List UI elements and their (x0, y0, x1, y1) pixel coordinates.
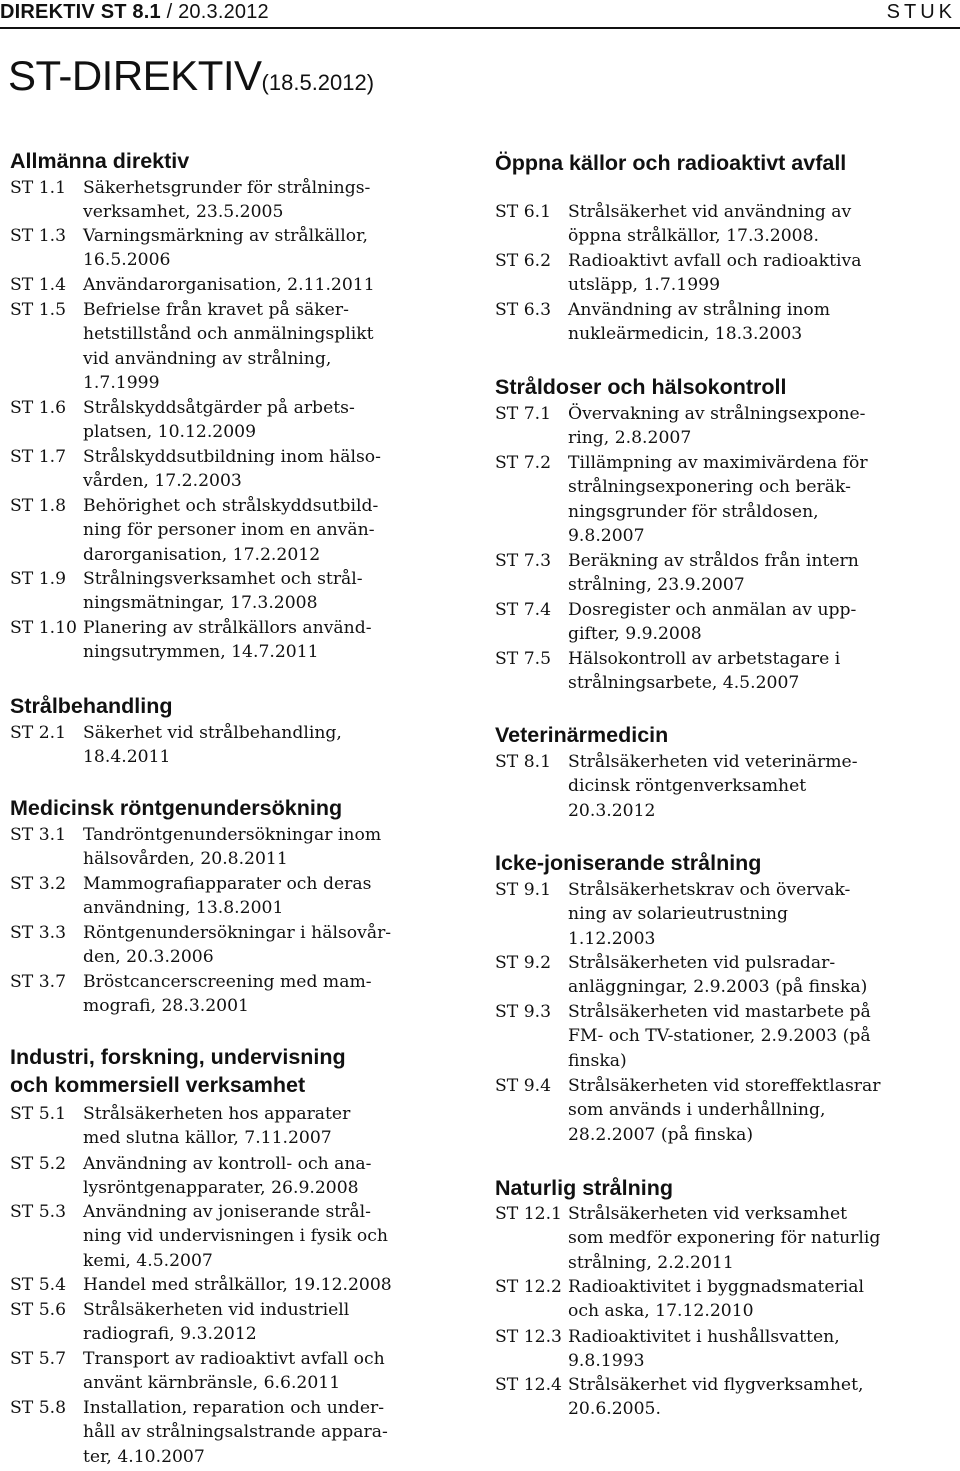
directive-entry-st-1-1 (10, 176, 470, 225)
directive-title-line: anläggningar, 2.9.2003 (på finska) (568, 977, 868, 998)
directive-title-line: Strålsäkerheten vid industriell (83, 1300, 350, 1320)
directive-title-line: Transport av radioaktivt avfall och (83, 1349, 385, 1369)
directive-title-line: Hälsokontroll av arbetstagare i (568, 649, 841, 669)
directive-title-line: Strålsäkerheten vid mastarbete på (568, 1002, 871, 1022)
directive-title-line: som medför exponering för naturlig (568, 1228, 881, 1249)
directive-entry-st-3-3 (10, 921, 470, 970)
directive-entry-st-3-2 (10, 872, 470, 921)
directive-code: ST 9.1 (495, 880, 552, 900)
directive-entry-st-5-8 (10, 1396, 470, 1469)
directive-title-line: den, 20.3.2006 (83, 947, 214, 968)
directive-title (83, 823, 381, 872)
directive-entry-st-5-3 (10, 1200, 470, 1273)
directive-title (83, 1200, 388, 1273)
directive-code: ST 8.1 (495, 752, 552, 772)
directive-code: ST 7.2 (495, 453, 552, 473)
directive-title-line: Användning av strålning inom (568, 300, 831, 320)
directive-code: ST 1.3 (10, 226, 67, 246)
directive-entry-st-9-1 (495, 878, 955, 951)
directive-entry-st-12-2 (495, 1275, 955, 1324)
directive-title (83, 1298, 349, 1347)
directive-entry-st-1-4 (10, 273, 470, 297)
directive-entry-st-6-1 (495, 200, 955, 249)
directive-entry-st-5-4 (10, 1273, 470, 1297)
directive-title (568, 878, 850, 951)
directive-title-line: vid användning av strålning, (83, 348, 332, 369)
directive-title-line: Radioaktivitet i byggnadsmaterial (568, 1277, 865, 1297)
directive-entry-st-8-1 (495, 750, 955, 823)
directive-title-line: darorganisation, 17.2.2012 (83, 544, 321, 565)
directive-code: ST 7.3 (495, 551, 552, 571)
directive-title-line: Användning av kontroll- och ana- (83, 1154, 372, 1174)
directive-entry-st-1-5 (10, 298, 470, 396)
directive-title-line: 18.4.2011 (83, 747, 171, 768)
directive-title (83, 567, 363, 616)
directive-title (83, 445, 381, 494)
directive-code: ST 12.2 (495, 1277, 562, 1297)
directive-code: ST 1.7 (10, 447, 67, 467)
directive-code: ST 1.9 (10, 569, 67, 589)
directive-title-line: använt kärnbränsle, 6.6.2011 (83, 1373, 341, 1394)
directive-title-line: Strålsäkerheten vid verksamhet (568, 1204, 848, 1224)
directive-title-line: Säkerhetsgrunder för strålnings- (83, 178, 371, 198)
directive-title-line: Strålsäkerhet vid användning av (568, 202, 852, 222)
directive-title-line: Strålsäkerhet vid flygverksamhet, (568, 1375, 864, 1395)
directive-title (568, 249, 861, 298)
directive-title-line: ring, 2.8.2007 (568, 428, 692, 449)
directive-title (568, 1074, 880, 1147)
directive-entry-st-1-9 (10, 567, 470, 616)
directive-code: ST 3.1 (10, 825, 67, 845)
directive-code: ST 6.3 (495, 300, 552, 320)
directive-code: ST 5.7 (10, 1349, 67, 1369)
directive-entry-st-5-2 (10, 1152, 470, 1201)
directive-title (83, 298, 374, 396)
directive-entry-st-9-3 (495, 1000, 955, 1073)
directive-title-line: 1.7.1999 (83, 373, 160, 394)
directive-title (568, 1202, 880, 1275)
directive-title-line: Användning av joniserande strål- (83, 1202, 371, 1222)
directive-title-line: ningsmätningar, 17.3.2008 (83, 593, 318, 614)
directive-title (83, 1152, 371, 1201)
directive-code: ST 6.1 (495, 202, 552, 222)
directive-title (83, 721, 342, 770)
directive-code: ST 12.1 (495, 1204, 562, 1224)
directive-title-line: Planering av strålkällors använd- (83, 618, 372, 638)
directive-entry-st-3-7 (10, 970, 470, 1019)
directive-title-line: Handel med strålkällor, 19.12.2008 (83, 1275, 392, 1295)
directive-code: ST 5.3 (10, 1202, 67, 1222)
directive-title-line: Strålsäkerheten vid veterinärme- (568, 752, 858, 772)
directive-title-line: hälsovården, 20.8.2011 (83, 849, 288, 870)
directive-entry-st-5-6 (10, 1298, 470, 1347)
directive-title-line: Behörighet och strålskyddsutbild- (83, 496, 379, 516)
directive-title-line: mografi, 28.3.2001 (83, 996, 249, 1017)
directive-title-line: 20.3.2012 (568, 800, 656, 821)
directive-title-line: Befrielse från kravet på säker- (83, 300, 349, 320)
directive-title-line: ter, 4.10.2007 (83, 1446, 205, 1467)
directive-title (568, 1325, 840, 1374)
directive-entry-st-7-2 (495, 451, 955, 549)
directive-code: ST 9.2 (495, 953, 552, 973)
directive-entry-st-12-3 (495, 1325, 955, 1374)
directive-title-line: 9.8.1993 (568, 1351, 645, 1372)
directive-title-line: Varningsmärkning av strålkällor, (83, 226, 368, 246)
directive-code: ST 1.8 (10, 496, 67, 516)
directive-title-line: lysröntgenapparater, 26.9.2008 (83, 1178, 359, 1199)
directive-entry-st-7-4 (495, 598, 955, 647)
header-directive-label: DIREKTIV ST 8.1 / 20.3.2012 (0, 1, 269, 23)
directive-code: ST 1.1 (10, 178, 67, 198)
directive-code: ST 5.6 (10, 1300, 67, 1320)
directive-title (568, 598, 856, 647)
directive-title-line: utsläpp, 1.7.1999 (568, 275, 721, 296)
directive-title-line: som används i underhållning, (568, 1100, 826, 1121)
directive-title (83, 1396, 388, 1469)
directive-code: ST 12.4 (495, 1375, 562, 1395)
directive-title (83, 921, 391, 970)
directive-title (83, 970, 372, 1019)
directive-code: ST 7.4 (495, 600, 552, 620)
directive-code: ST 5.8 (10, 1398, 67, 1418)
directive-entry-st-12-1 (495, 1202, 955, 1275)
directive-title (568, 1373, 863, 1422)
directive-title-line: håll av strålningsalstrande appara- (83, 1422, 388, 1443)
directive-title-line: 28.2.2007 (på finska) (568, 1124, 754, 1145)
directive-title (83, 1347, 385, 1396)
directive-entry-st-5-1 (10, 1102, 470, 1151)
directive-entry-st-12-4 (495, 1373, 955, 1422)
directive-code: ST 7.5 (495, 649, 552, 669)
directive-title-line: verksamhet, 23.5.2005 (83, 202, 284, 223)
directive-title-line: Radioaktivitet i hushållsvatten, (568, 1327, 840, 1347)
header-stuk-label: STUK (886, 1, 956, 23)
directive-title-line: Strålsäkerheten hos apparater (83, 1104, 351, 1124)
directive-code: ST 9.4 (495, 1076, 552, 1096)
directive-title-line: Säkerhet vid strålbehandling, (83, 723, 342, 743)
directive-title-line: platsen, 10.12.2009 (83, 422, 257, 443)
directive-title (83, 396, 355, 445)
directive-title-line: finska) (568, 1050, 627, 1071)
directive-title-line: ningsgrunder för stråldosen, (568, 501, 819, 522)
directive-title-line: ning av solarieutrustning (568, 904, 788, 925)
directive-entry-st-5-7 (10, 1347, 470, 1396)
page-title-date: (18.5.2012) (261, 70, 375, 95)
directive-title (568, 951, 867, 1000)
directive-entry-st-7-1 (495, 402, 955, 451)
directive-title-line: Röntgenundersökningar i hälsovår- (83, 923, 392, 943)
directive-title-line: strålning, 2.2.2011 (568, 1252, 734, 1273)
directive-title-line: Övervakning av strålningsexpone- (568, 404, 866, 424)
directive-code: ST 1.5 (10, 300, 67, 320)
directive-title (568, 549, 859, 598)
directive-title-line: strålningsarbete, 4.5.2007 (568, 673, 800, 694)
directive-entry-st-9-4 (495, 1074, 955, 1147)
directive-title-line: Strålskyddsåtgärder på arbets- (83, 398, 355, 418)
directive-title-line: FM- och TV-stationer, 2.9.2003 (på (568, 1026, 871, 1047)
directive-title-line: Tandröntgenundersökningar inom (83, 825, 382, 845)
directive-title-line: Strålsäkerheten vid storeffektlasrar (568, 1076, 881, 1096)
section-heading-industri-forskning-undervisning-och-kommersiell-verksamhet (10, 1043, 346, 1099)
directive-code: ST 1.4 (10, 275, 67, 295)
directive-title (83, 494, 378, 567)
directive-entry-st-1-7 (10, 445, 470, 494)
directive-title-line: gifter, 9.9.2008 (568, 624, 702, 645)
directive-code: ST 3.3 (10, 923, 67, 943)
section-heading-straldoser-och-halsokontroll: Stråldoser och hälsokontroll (495, 375, 787, 399)
directive-code: ST 1.10 (10, 618, 77, 638)
header-rule (0, 27, 960, 29)
directive-title-line: Installation, reparation och under- (83, 1398, 385, 1418)
directive-entry-st-1-3 (10, 224, 470, 273)
directive-title (568, 1275, 864, 1324)
directive-title-line: Radioaktivt avfall och radioaktiva (568, 251, 862, 271)
directive-title (83, 1273, 392, 1297)
directive-title-line: Användarorganisation, 2.11.2011 (83, 275, 375, 295)
directive-title (568, 451, 868, 549)
directive-title (83, 616, 372, 665)
section-heading-medicinsk-rontgenundersokning: Medicinsk röntgenundersökning (10, 796, 343, 820)
directive-code: ST 9.3 (495, 1002, 552, 1022)
directive-code: ST 1.6 (10, 398, 67, 418)
directive-entry-st-3-1 (10, 823, 470, 872)
section-heading-icke-joniserande-stralning: Icke-joniserande strålning (495, 851, 762, 875)
directive-title-line: Strålsäkerheten vid pulsradar- (568, 953, 836, 973)
page-title-main: ST-DIREKTIV (8, 52, 262, 99)
directive-entry-st-1-8 (10, 494, 470, 567)
directive-title-line: Beräkning av stråldos från intern (568, 551, 859, 571)
directive-title (83, 176, 370, 225)
directive-code: ST 2.1 (10, 723, 67, 743)
directive-title-line: ning vid undervisningen i fysik och (83, 1226, 388, 1247)
directive-title-line: Strålsäkerhetskrav och övervak- (568, 880, 851, 900)
directive-title-line: 20.6.2005. (568, 1399, 661, 1420)
directive-title-line: strålningsexponering och beräk- (568, 477, 851, 498)
directive-title (568, 1000, 871, 1073)
directive-title-line: 16.5.2006 (83, 250, 171, 271)
section-heading-line: Industri, forskning, undervisning (10, 1045, 346, 1069)
directive-entry-st-2-1 (10, 721, 470, 770)
directive-title-line: med slutna källor, 7.11.2007 (83, 1128, 332, 1149)
directive-entry-st-7-3 (495, 549, 955, 598)
directive-entry-st-9-2 (495, 951, 955, 1000)
section-heading-oppna-kallor-och-radioaktivt-avfall: Öppna källor och radioaktivt avfall (495, 151, 847, 175)
directive-title-line: dicinsk röntgenverksamhet (568, 776, 807, 797)
directive-title-line: nukleärmedicin, 18.3.2003 (568, 324, 803, 345)
directive-title (83, 872, 371, 921)
directive-title-line: Tillämpning av maximivärdena för (568, 453, 868, 473)
directive-code: ST 7.1 (495, 404, 552, 424)
directive-entry-st-6-3 (495, 298, 955, 347)
directive-title-line: 9.8.2007 (568, 526, 645, 547)
directive-code: ST 3.7 (10, 972, 67, 992)
directive-title-line: ning för personer inom en använ- (83, 520, 375, 541)
directive-title (83, 273, 375, 297)
directive-code: ST 5.2 (10, 1154, 67, 1174)
directive-title-line: Strålningsverksamhet och strål- (83, 569, 363, 589)
section-heading-naturlig-stralning: Naturlig strålning (495, 1176, 673, 1200)
directive-title-line: Bröstcancerscreening med mam- (83, 972, 372, 992)
directive-entry-st-1-10 (10, 616, 470, 665)
directive-title-line: och aska, 17.12.2010 (568, 1301, 754, 1322)
directive-title (83, 1102, 350, 1151)
directive-entry-st-1-6 (10, 396, 470, 445)
directive-title-line: 1.12.2003 (568, 928, 656, 949)
section-heading-veterinarmedicin: Veterinärmedicin (495, 723, 669, 747)
directive-code: ST 5.1 (10, 1104, 67, 1124)
directive-title-line: hetstillstånd och anmälningsplikt (83, 324, 374, 345)
directive-code: ST 6.2 (495, 251, 552, 271)
directive-title-line: ningsutrymmen, 14.7.2011 (83, 642, 319, 663)
directive-title-line: Mammografiapparater och deras (83, 874, 372, 894)
directive-code: ST 3.2 (10, 874, 67, 894)
directive-title (568, 402, 866, 451)
directive-title (568, 750, 858, 823)
page-title (8, 52, 374, 100)
directive-title-line: Strålskyddsutbildning inom hälso- (83, 447, 381, 467)
directive-entry-st-7-5 (495, 647, 955, 696)
directive-title-line: radiografi, 9.3.2012 (83, 1324, 257, 1345)
section-heading-allmanna-direktiv: Allmänna direktiv (10, 149, 190, 173)
directive-entry-st-6-2 (495, 249, 955, 298)
directive-code: ST 12.3 (495, 1327, 562, 1347)
directive-title-line: vården, 17.2.2003 (83, 471, 242, 492)
section-heading-line: och kommersiell verksamhet (10, 1073, 306, 1097)
directive-title-line: öppna strålkällor, 17.3.2008. (568, 226, 820, 247)
directive-title-line: Dosregister och anmälan av upp- (568, 600, 857, 620)
page-header (0, 0, 960, 28)
directive-title (568, 200, 851, 249)
directive-title-line: strålning, 23.9.2007 (568, 575, 745, 596)
section-heading-stralbehandling: Strålbehandling (10, 694, 173, 718)
directive-code: ST 5.4 (10, 1275, 67, 1295)
directive-title-line: användning, 13.8.2001 (83, 898, 284, 919)
directive-title (568, 298, 830, 347)
directive-title (568, 647, 840, 696)
directive-title (83, 224, 368, 273)
directive-title-line: kemi, 4.5.2007 (83, 1250, 213, 1271)
